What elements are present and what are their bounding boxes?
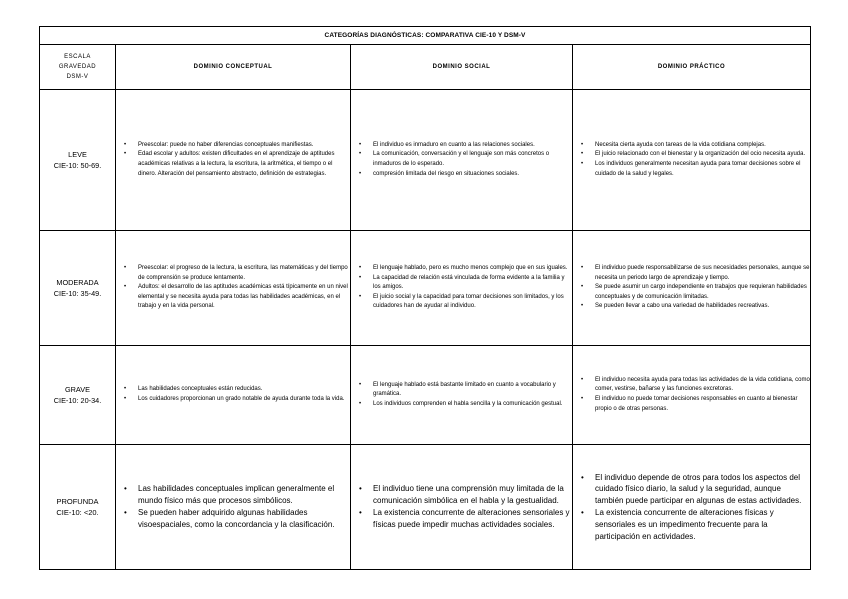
list-item: • Preescolar: puede no haber diferencias conceptuales manifiestas. (138, 141, 350, 151)
table-row (40, 231, 811, 346)
list-item: • Los individuos comprenden el habla sencilla y la comunicación gestual. (373, 400, 572, 410)
list-item: • El individuo tiene una comprensión muy limitada de la comunicación simbólica en el habla y la gestualidad. (373, 483, 572, 507)
severity-level-cell (40, 231, 116, 346)
severity-header-line: DSM-V (66, 74, 89, 80)
list-item: • Las habilidades conceptuales implican generalmente el mundo físico más que procesos simbólicos. (138, 483, 350, 507)
severity-level-name: MODERADA (56, 278, 99, 287)
list-item: • Preescolar: el progreso de la lectura, la escritura, las matemáticas y del tiempo de comprensión se produce lentamente. (138, 264, 350, 283)
conceptual-domain-cell (116, 445, 351, 570)
icd10-code: CIE-10: 50-69. (53, 161, 102, 170)
conceptual-domain-cell (116, 231, 351, 346)
severity-header-line: ESCALA (64, 54, 91, 60)
social-domain-cell (351, 445, 573, 570)
list-item: • El individuo no puede tomar decisiones responsables en cuanto al bienestar propio o de otras personas. (595, 395, 810, 414)
list-item: • El individuo depende de otros para todos los aspectos del cuidado físico diario, la salud y la seguridad, aunque también puede participar en algunas de estas actividades. (595, 472, 810, 507)
list-item: • compresión limitada del riesgo en situaciones sociales. (373, 170, 572, 180)
list-item: • Adultos: el desarrollo de las aptitudes académicas está típicamente en un nivel elemental y se necesita ayuda para todas las habilidades académicas, en el trabajo y en la vida personal. (138, 283, 350, 312)
icd10-code: CIE-10: 35-49. (53, 289, 102, 298)
social-domain-cell (351, 346, 573, 445)
severity-level-cell (40, 346, 116, 445)
list-item: • El juicio relacionado con el bienestar y la organización del ocio necesita ayuda. (595, 150, 810, 160)
list-item: • El lenguaje hablado está bastante limitado en cuanto a vocabulario y gramática. (373, 381, 572, 400)
conceptual-domain-cell (116, 346, 351, 445)
practical-domain-cell (573, 90, 811, 231)
list-item: • Edad escolar y adultos: existen dificultades en el aprendizaje de aptitudes académicas relativas a la lectura, la escritura, la aritmética, el tiempo o el dinero. Alteración del pensamiento abstracto, definición de estrategias. (138, 150, 350, 179)
social-domain-cell (351, 231, 573, 346)
diagnostic-comparison-table (39, 26, 811, 570)
list-item: • El individuo puede responsabilizarse de sus necesidades personales, aunque se necesita un periodo largo de aprendizaje y tiempo. (595, 264, 810, 283)
severity-header-line: GRAVEDAD (58, 64, 97, 70)
list-item: • El individuo necesita ayuda para todas las actividades de la vida cotidiana, como comer, vestirse, bañarse y las funciones excretoras. (595, 376, 810, 395)
list-item: • El individuo es inmaduro en cuanto a las relaciones sociales. (373, 141, 572, 151)
list-item: • Se pueden haber adquirido algunas habilidades visoespaciales, como la concordancia y la clasificación. (138, 507, 350, 531)
header-row (40, 45, 811, 90)
table-row (40, 90, 811, 231)
list-item: • Los cuidadores proporcionan un grado notable de ayuda durante toda la vida. (138, 395, 350, 405)
severity-scale-header (40, 45, 116, 90)
conceptual-domain-cell (116, 90, 351, 231)
practical-domain-cell (573, 346, 811, 445)
severity-level-name: GRAVE (64, 385, 90, 394)
list-item: • La existencia concurrente de alteraciones sensoriales y físicas puede impedir muchas actividades sociales. (373, 507, 572, 531)
practical-domain-cell (573, 231, 811, 346)
list-item: • Se pueden llevar a cabo una variedad de habilidades recreativas. (595, 302, 810, 312)
list-item: • Los individuos generalmente necesitan ayuda para tomar decisiones sobre el cuidado de la salud y legales. (595, 160, 810, 179)
list-item: • Necesita cierta ayuda con tareas de la vida cotidiana complejas. (595, 141, 810, 151)
list-item: • Se puede asumir un cargo independiente en trabajos que requieran habilidades conceptuales y de comunicación limitadas. (595, 283, 810, 302)
icd10-code: CIE-10: 20-34. (53, 396, 102, 405)
list-item: • La existencia concurrente de alteraciones físicas y sensoriales es un impedimento frecuente para la participación en actividades. (595, 507, 810, 542)
table-row (40, 445, 811, 570)
list-item: • La comunicación, conversación y el lenguaje son más concretos o inmaduros de lo esperado. (373, 150, 572, 169)
severity-level-cell (40, 445, 116, 570)
severity-level-name: PROFUNDA (56, 497, 99, 506)
list-item: • La capacidad de relación está vinculada de forma evidente a la familia y los amigos. (373, 274, 572, 293)
list-item: • El juicio social y la capacidad para tomar decisiones son limitados, y los cuidadores han de ayudar al individuo. (373, 293, 572, 312)
list-item: • Las habilidades conceptuales están reducidas. (138, 385, 350, 395)
practical-domain-header: DOMINIO PRÁCTICO (573, 45, 811, 90)
icd10-code: CIE-10: <20. (56, 508, 99, 517)
list-item: • El lenguaje hablado, pero es mucho menos complejo que en sus iguales. (373, 264, 572, 274)
social-domain-header: DOMINIO SOCIAL (351, 45, 573, 90)
table-row (40, 346, 811, 445)
conceptual-domain-header: DOMINIO CONCEPTUAL (116, 45, 351, 90)
practical-domain-cell (573, 445, 811, 570)
social-domain-cell (351, 90, 573, 231)
severity-level-name: LEVE (68, 150, 87, 159)
table-title: CATEGORÍAS DIAGNÓSTICAS: COMPARATIVA CIE-10 Y DSM-V (40, 27, 811, 45)
severity-level-cell (40, 90, 116, 231)
